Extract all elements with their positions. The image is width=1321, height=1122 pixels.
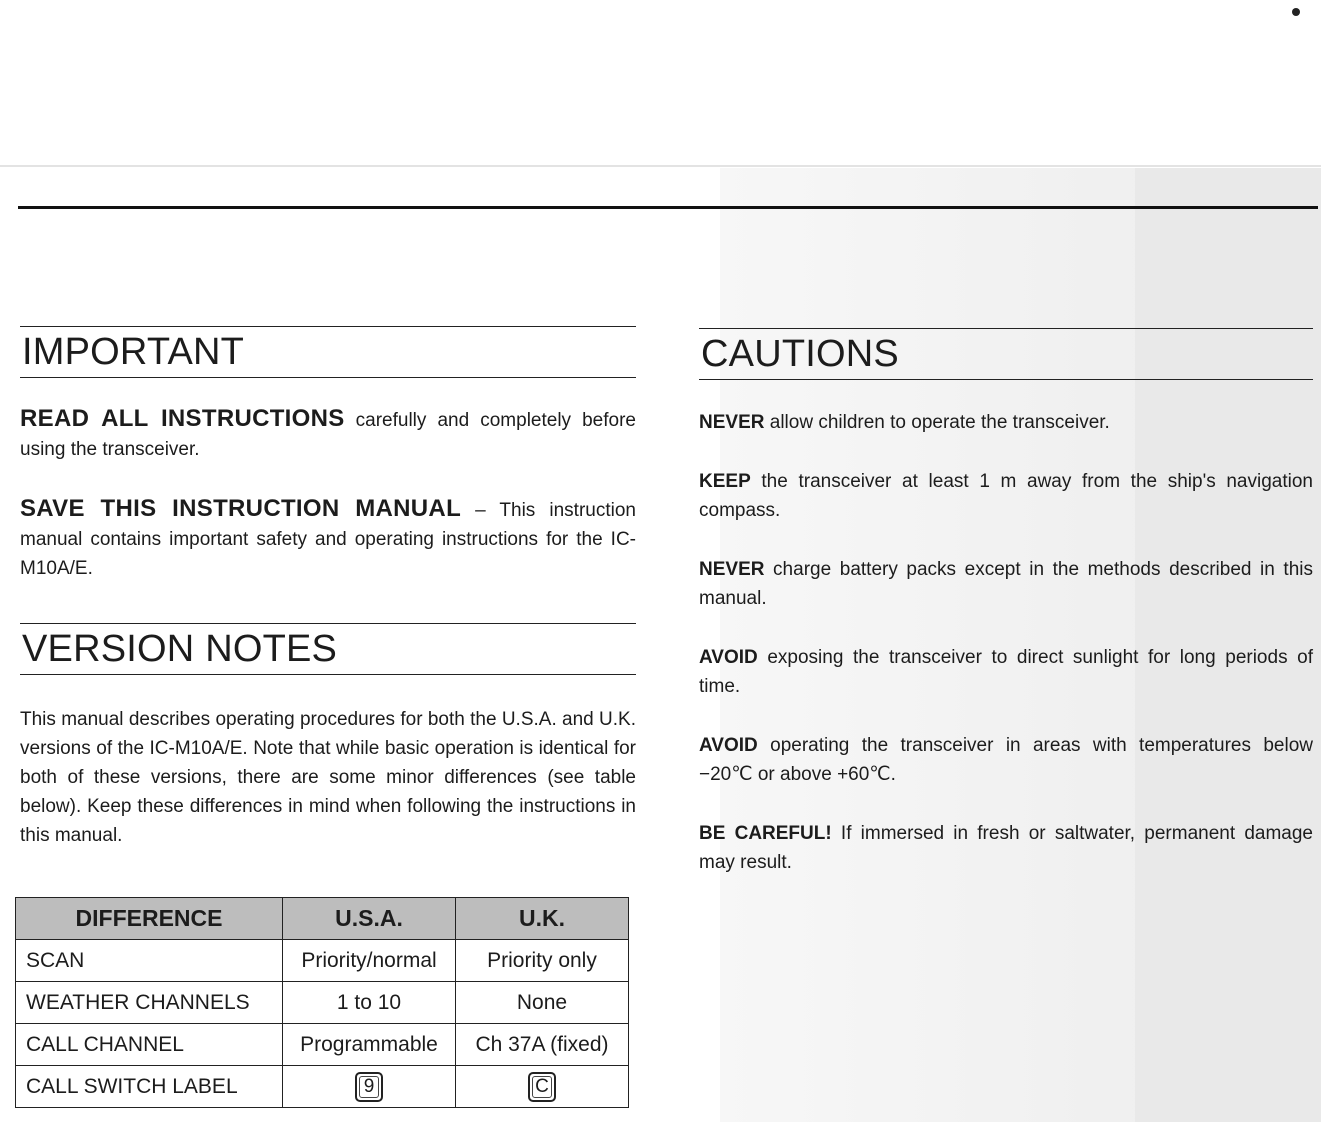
table-cell-uk [456,1066,629,1108]
column-header-difference: DIFFERENCE [16,898,283,940]
cautions-heading: CAUTIONS [699,328,1313,380]
caution-text: the transceiver at least 1 m away from the ship's navigation compass. [699,471,1313,521]
table-row [16,1024,629,1066]
caution-item [699,819,1313,877]
call-key-9-icon: 9 [355,1072,383,1102]
left-column [20,326,636,850]
top-rule [18,206,1318,209]
read-instructions-lead: READ ALL INSTRUCTIONS [20,405,345,432]
caution-item [699,555,1313,613]
column-header-uk: U.K. [456,898,629,940]
save-manual-paragraph [20,494,636,583]
caution-item [699,467,1313,525]
table-cell-usa: Priority/normal [283,940,456,982]
table-cell-difference: CALL SWITCH LABEL [16,1066,283,1108]
table-cell-usa [283,1066,456,1108]
caution-text: exposing the transceiver to direct sunlight for long periods of time. [699,647,1313,697]
table-cell-uk: Ch 37A (fixed) [456,1024,629,1066]
caution-item [699,731,1313,789]
caution-keyword: NEVER [699,412,765,433]
important-heading: IMPORTANT [20,326,636,378]
caution-keyword: KEEP [699,471,751,492]
scan-speck [1292,8,1300,16]
save-manual-lead: SAVE THIS INSTRUCTION MANUAL [20,495,462,522]
scan-fold-line [0,165,1321,167]
caution-text: operating the transceiver in areas with temperatures below −20℃ or above +60℃. [699,735,1313,785]
table-row [16,940,629,982]
table-cell-difference: CALL CHANNEL [16,1024,283,1066]
table-cell-difference: SCAN [16,940,283,982]
table-header-row [16,898,629,940]
table-cell-uk: Priority only [456,940,629,982]
version-differences-table [15,897,629,1108]
read-instructions-text: carefully and completely before using the transceiver. [20,410,636,460]
table-cell-uk: None [456,982,629,1024]
table-row [16,982,629,1024]
read-instructions-paragraph [20,404,636,464]
caution-text: allow children to operate the transceiver. [764,412,1110,433]
table-cell-difference: WEATHER CHANNELS [16,982,283,1024]
caution-keyword: AVOID [699,735,758,756]
caution-keyword: NEVER [699,559,765,580]
save-manual-text: – This instruction manual contains important safety and operating instructions for the IC-M10A/E. [20,500,636,579]
table-cell-usa: Programmable [283,1024,456,1066]
call-key-c-icon: C [528,1072,556,1102]
caution-keyword: BE CAREFUL! [699,823,832,844]
caution-text: If immersed in fresh or saltwater, permanent damage may result. [699,823,1313,873]
version-notes-text: This manual describes operating procedures for both the U.S.A. and U.K. versions of the IC-M10A/E. Note that while basic operation is identical for both of these versions, there are some minor differences (see table below). Keep these differences in mind when following the instructions in this manual. [20,709,636,846]
table-row [16,1066,629,1108]
right-column [699,328,1313,877]
table-cell-usa: 1 to 10 [283,982,456,1024]
caution-keyword: AVOID [699,647,758,668]
version-notes-heading: VERSION NOTES [20,623,636,675]
caution-item [699,643,1313,701]
caution-text: charge battery packs except in the methods described in this manual. [699,559,1313,609]
caution-item [699,408,1313,437]
column-header-usa: U.S.A. [283,898,456,940]
